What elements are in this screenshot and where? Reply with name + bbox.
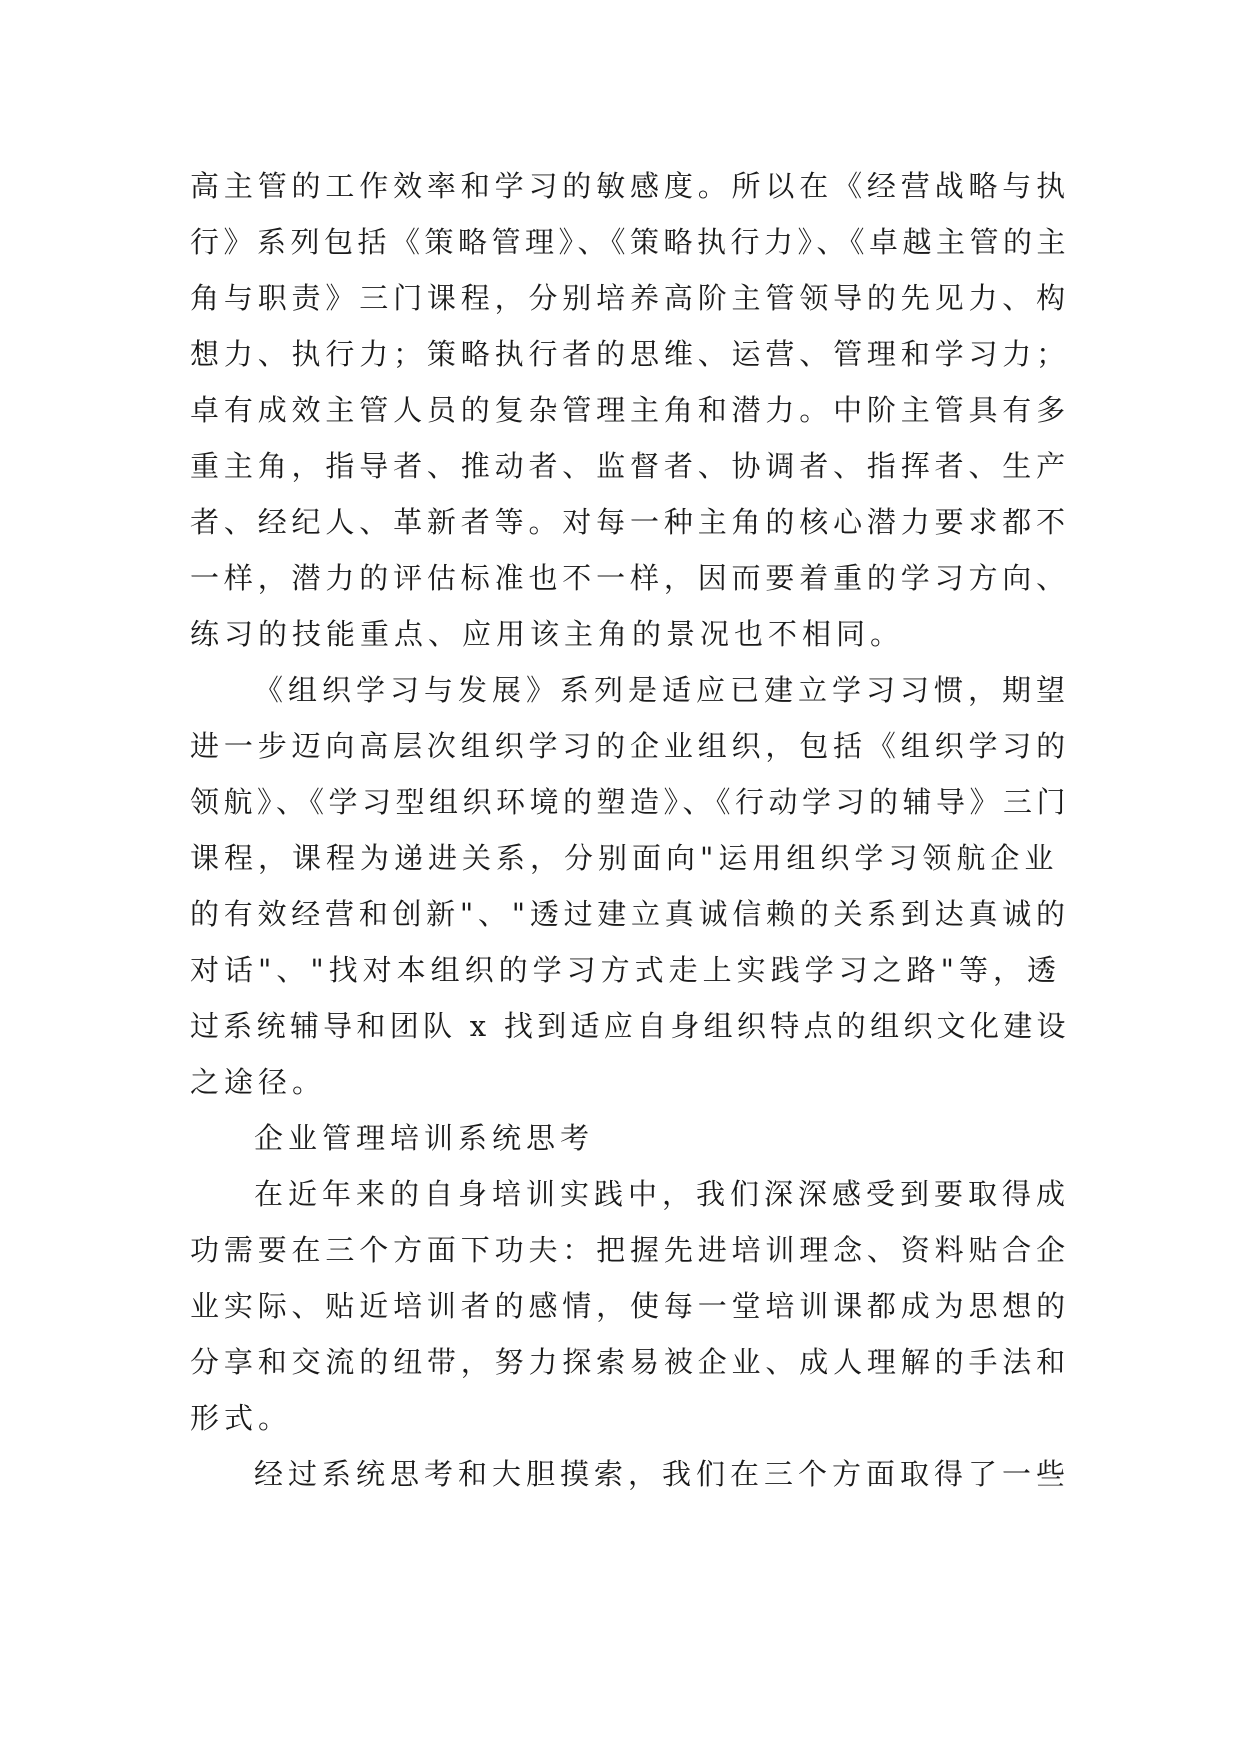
text-line: 领航》、《学习型组织环境的塑造》、《行动学习的辅导》三门	[190, 785, 1071, 819]
text-line: 一样，潜力的评估标准也不一样，因而要着重的学习方向、	[190, 561, 1071, 595]
text-line: 进一步迈向高层次组织学习的企业组织，包括《组织学习的	[190, 729, 1071, 763]
text-line: 练习的技能重点、应用该主角的景况也不相同。	[190, 617, 905, 651]
text-line: 《组织学习与发展》系列是适应已建立学习习惯，期望	[254, 673, 1071, 707]
text-line: 卓有成效主管人员的复杂管理主角和潜力。中阶主管具有多	[190, 393, 1071, 427]
text-line: 课程，课程为递进关系，分别面向"运用组织学习领航企业	[190, 841, 1059, 875]
text-line: 者、经纪人、革新者等。对每一种主角的核心潜力要求都不	[190, 505, 1071, 539]
text-line: 行》系列包括《策略管理》、《策略执行力》、《卓越主管的主	[190, 225, 1071, 259]
body-text	[190, 158, 1070, 1502]
text-line: 角与职责》三门课程，分别培养高阶主管领导的先见力、构	[190, 281, 1071, 315]
text-line: 分享和交流的纽带，努力探索易被企业、成人理解的手法和	[190, 1345, 1071, 1379]
text-line: 的有效经营和创新"、"透过建立真诚信赖的关系到达真诚的	[190, 897, 1070, 931]
text-line: 想力、执行力；策略执行者的思维、运营、管理和学习力；	[190, 337, 1071, 371]
text-line: 在近年来的自身培训实践中，我们深深感受到要取得成	[254, 1177, 1071, 1211]
text-line: 形式。	[190, 1401, 293, 1435]
text-line: 经过系统思考和大胆摸索，我们在三个方面取得了一些	[254, 1457, 1071, 1491]
text-line: 业实际、贴近培训者的感情，使每一堂培训课都成为思想的	[190, 1289, 1071, 1323]
text-line: 功需要在三个方面下功夫：把握先进培训理念、资料贴合企	[190, 1233, 1071, 1267]
text-line: 重主角，指导者、推动者、监督者、协调者、指挥者、生产	[190, 449, 1071, 483]
text-line: 之途径。	[190, 1065, 327, 1099]
text-line: 过系统辅导和团队 x 找到适应自身组织特点的组织文化建设	[190, 1009, 1070, 1043]
text-line: 企业管理培训系统思考	[254, 1121, 595, 1155]
text-line: 对话"、"找对本组织的学习方式走上实践学习之路"等，透	[190, 953, 1062, 987]
text-line: 高主管的工作效率和学习的敏感度。所以在《经营战略与执	[190, 169, 1071, 203]
